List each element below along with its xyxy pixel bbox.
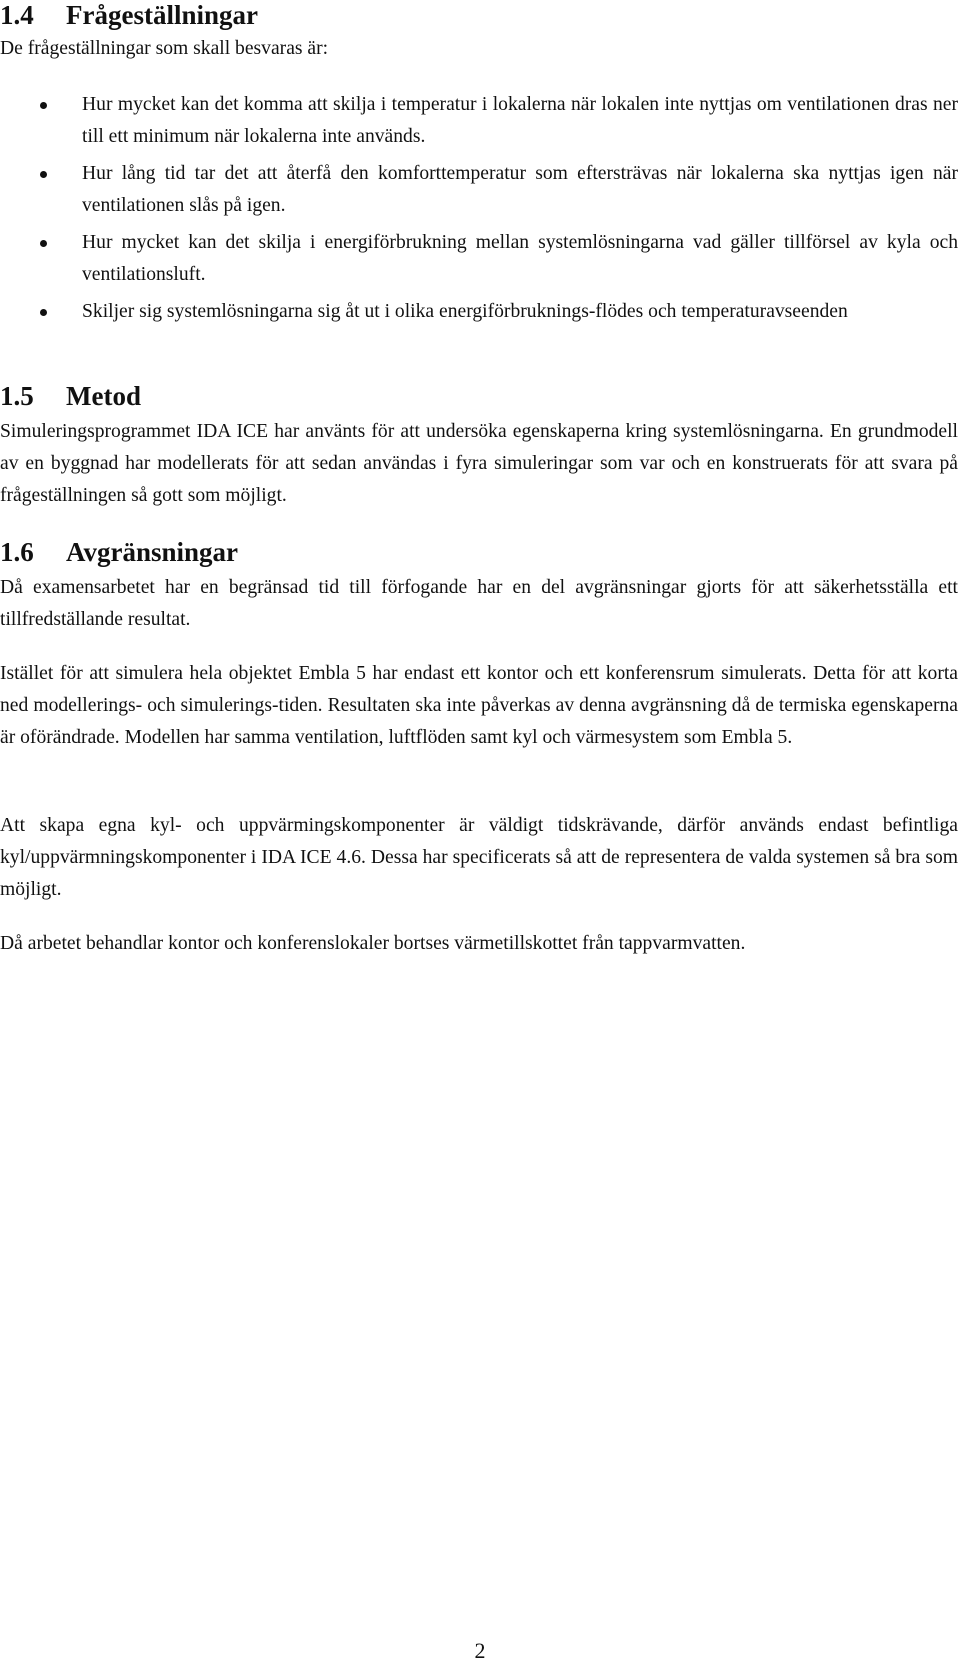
section-heading-metod xyxy=(0,381,141,411)
list-item-text: Skiljer sig systemlösningarna sig åt ut i olika energiförbruknings-flödes och temperaturavseenden xyxy=(82,301,848,322)
bullet-icon xyxy=(40,171,47,178)
page-number: 2 xyxy=(474,1638,486,1663)
bullet-icon xyxy=(40,240,47,247)
section-number: 1.4 xyxy=(0,0,34,30)
section-heading-fragestallningar xyxy=(0,0,258,30)
section-number: 1.5 xyxy=(0,381,34,411)
paragraph: Att skapa egna kyl- och uppvärmingskomponenter är väldigt tidskrävande, därför används endast befintliga kyl/uppvärmningskomponenter i IDA ICE 4.6. Dessa har specificerats så att de representera de valda systemen så bra som möjligt. xyxy=(0,815,958,900)
list-item xyxy=(0,89,958,153)
paragraph: Då arbetet behandlar kontor och konferenslokaler bortses värmetillskottet från tappvarmvatten. xyxy=(0,933,746,954)
question-list xyxy=(0,89,958,333)
list-item-text: Hur lång tid tar det att återfå den komforttemperatur som eftersträvas när lokalerna ska nyttjas igen när ventilationen slås på igen. xyxy=(82,163,958,216)
list-item-text: Hur mycket kan det skilja i energiförbrukning mellan systemlösningarna vad gäller tillförsel av kyla och ventilationsluft. xyxy=(82,232,958,285)
section-intro: De frågeställningar som skall besvaras är: xyxy=(0,38,329,59)
paragraph: Då examensarbetet har en begränsad tid till förfogande har en del avgränsningar gjorts för att säkerhetsställa ett tillfredställande resultat. xyxy=(0,577,958,630)
paragraph: Istället för att simulera hela objektet Embla 5 har endast ett kontor och ett konferensrum simulerats. Detta för att korta ned modellerings- och simulerings-tiden. Resultaten ska inte påverkas av denna avgränsning då de termiska egenskaperna är oförändrade. Modellen har samma ventilation, luftflöden samt kyl och värmesystem som Embla 5. xyxy=(0,663,958,748)
section-number: 1.6 xyxy=(0,537,34,567)
bullet-icon xyxy=(40,309,47,316)
section-heading-avgransningar xyxy=(0,537,238,567)
list-item-text: Hur mycket kan det komma att skilja i temperatur i lokalerna när lokalen inte nyttjas om ventilationen dras ner till ett minimum när lokalerna inte används. xyxy=(82,94,958,147)
list-item xyxy=(0,227,958,291)
section-title: Frågeställningar xyxy=(66,0,258,30)
bullet-icon xyxy=(40,102,47,109)
list-item xyxy=(0,296,958,328)
section-title: Metod xyxy=(66,381,141,411)
list-item xyxy=(0,158,958,222)
section-title: Avgränsningar xyxy=(66,537,239,567)
paragraph: Simuleringsprogrammet IDA ICE har använts för att undersöka egenskaperna kring systemlösningarna. En grundmodell av en byggnad har modellerats för att sedan användas i fyra simuleringar som var och en konstruerats för att svara på frågeställningen så gott som möjligt. xyxy=(0,421,958,506)
